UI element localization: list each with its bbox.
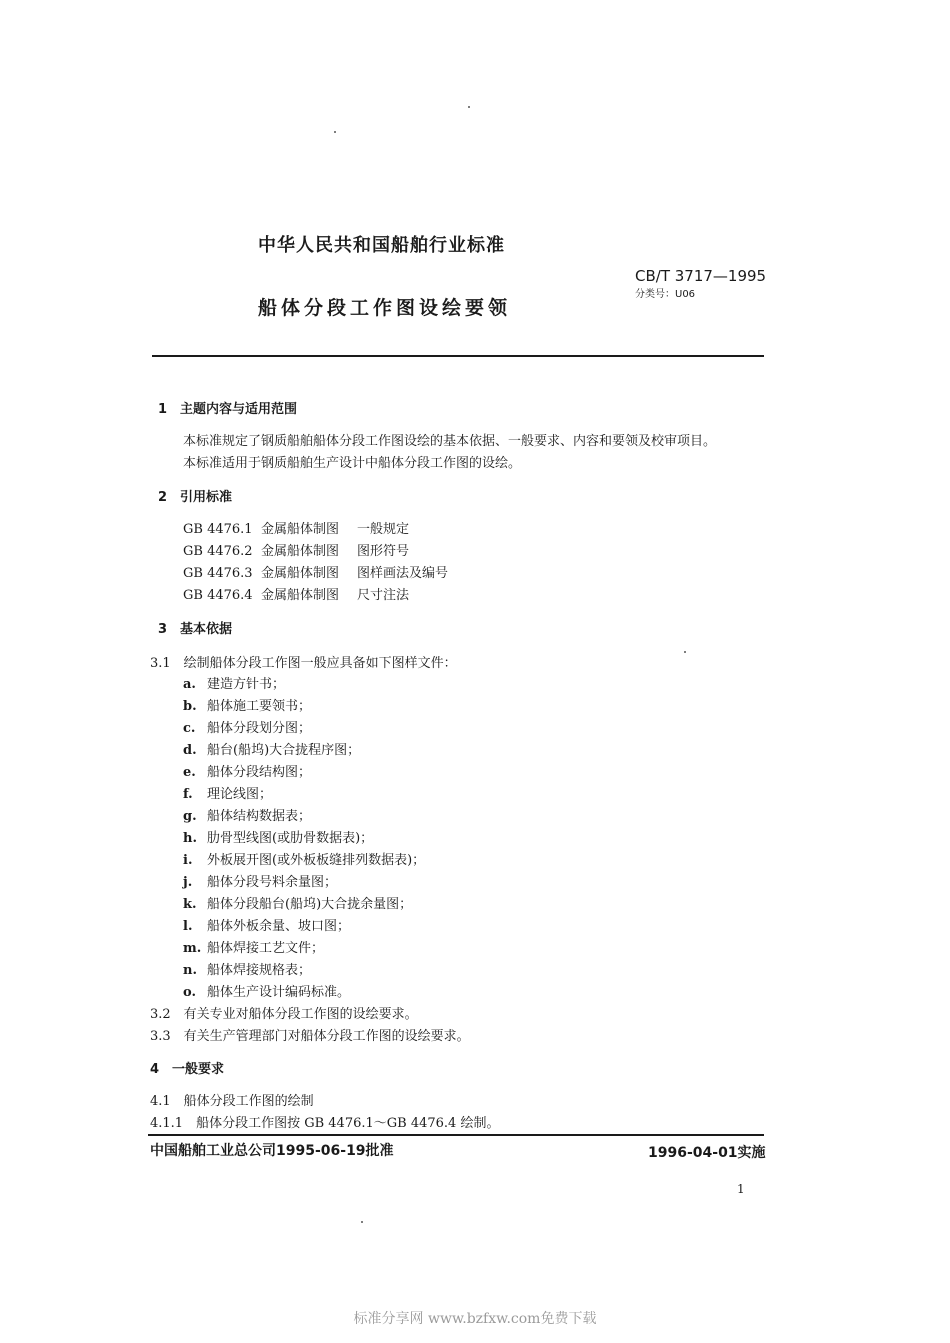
list-item — [183, 893, 412, 912]
list-item-text: 船体生产设计编码标准。 — [207, 985, 351, 1000]
clause-4-1: 4.1 船体分段工作图的绘制 — [150, 1094, 314, 1109]
list-item-text: 船体分段船台(船坞)大合拢余量图； — [207, 897, 413, 912]
reference-code: GB 4476.2 — [183, 544, 253, 559]
list-item — [183, 981, 350, 1000]
list-item-label: l. — [183, 919, 193, 934]
reference-code: GB 4476.4 — [183, 588, 253, 603]
list-item-label: h. — [183, 831, 197, 846]
reference-topic: 一般规定 — [357, 522, 410, 537]
section-1-heading: 1 主题内容与适用范围 — [158, 402, 298, 417]
clause-3-3: 3.3 有关生产管理部门对船体分段工作图的设绘要求。 — [150, 1029, 470, 1044]
clause-4-1-1: 4.1.1 船体分段工作图按 GB 4476.1～GB 4476.4 绘制。 — [150, 1116, 500, 1131]
reference-row — [183, 540, 409, 559]
list-item — [183, 871, 337, 890]
list-item-label: k. — [183, 897, 197, 912]
reference-topic: 尺寸注法 — [357, 588, 410, 603]
section-1-paragraph-2: 本标准适用于钢质船舶生产设计中船体分段工作图的设绘。 — [183, 456, 522, 471]
list-item-text: 肋骨型线图(或肋骨数据表)； — [207, 831, 374, 846]
clause-3-1: 3.1 绘制船体分段工作图一般应具备如下图样文件： — [150, 656, 457, 671]
list-item-label: n. — [183, 963, 197, 978]
list-item — [183, 849, 425, 868]
reference-code: GB 4476.1 — [183, 522, 253, 537]
reference-row — [183, 518, 409, 537]
list-item — [183, 739, 360, 758]
list-item-label: c. — [183, 721, 196, 736]
list-item-text: 船体焊接规格表； — [207, 963, 312, 978]
document-title: 船体分段工作图设绘要领 — [258, 297, 512, 319]
footer-divider — [148, 1134, 764, 1136]
list-item-label: d. — [183, 743, 197, 758]
clause-3-2: 3.2 有关专业对船体分段工作图的设绘要求。 — [150, 1007, 418, 1022]
list-item-label: o. — [183, 985, 196, 1000]
list-item-label: i. — [183, 853, 193, 868]
reference-row — [183, 562, 448, 581]
list-item-label: b. — [183, 699, 197, 714]
reference-topic: 图形符号 — [357, 544, 410, 559]
classification-number: 分类号：U06 — [635, 289, 696, 300]
section-1-paragraph-1: 本标准规定了钢质船舶船体分段工作图设绘的基本依据、一般要求、内容和要领及校审项目。 — [183, 434, 717, 449]
list-item-text: 理论线图； — [207, 787, 273, 802]
reference-name: 金属船体制图 — [261, 522, 340, 537]
list-item-label: g. — [183, 809, 197, 824]
list-item — [183, 695, 311, 714]
reference-name: 金属船体制图 — [261, 566, 340, 581]
list-item — [183, 805, 311, 824]
list-item-text: 船体分段结构图； — [207, 765, 312, 780]
list-item-text: 船体结构数据表； — [207, 809, 312, 824]
list-item-text: 船台(船坞)大合拢程序图； — [207, 743, 361, 758]
standard-code: CB/T 3717—1995 — [635, 267, 767, 285]
list-item-text: 外板展开图(或外板板缝排列数据表)； — [207, 853, 426, 868]
scan-speck — [361, 1221, 363, 1223]
scan-speck — [684, 651, 686, 653]
watermark-text: 标准分享网 www.bzfxw.com免费下载 — [353, 1311, 597, 1327]
list-item-label: a. — [183, 677, 196, 692]
list-item — [183, 717, 311, 736]
list-item-label: m. — [183, 941, 202, 956]
section-3-heading: 3 基本依据 — [158, 622, 233, 637]
list-item — [183, 761, 311, 780]
list-item-text: 船体外板余量、坡口图； — [207, 919, 351, 934]
reference-topic: 图样画法及编号 — [357, 566, 449, 581]
section-4-heading: 4 一般要求 — [150, 1062, 225, 1077]
list-item — [183, 827, 373, 846]
reference-row — [183, 584, 409, 603]
list-item-label: e. — [183, 765, 196, 780]
list-item-label: f. — [183, 787, 193, 802]
list-item — [183, 937, 324, 956]
list-item-text: 建造方针书； — [207, 677, 286, 692]
list-item-text: 船体分段划分图； — [207, 721, 312, 736]
list-item — [183, 915, 350, 934]
list-item — [183, 959, 311, 978]
list-item-label: j. — [183, 875, 193, 890]
reference-code: GB 4476.3 — [183, 566, 253, 581]
standard-organization-title: 中华人民共和国船舶行业标准 — [258, 235, 505, 256]
effective-date: 1996-04-01实施 — [648, 1145, 766, 1161]
scan-speck — [468, 106, 470, 108]
list-item — [183, 783, 272, 802]
list-item-text: 船体焊接工艺文件； — [207, 941, 325, 956]
reference-name: 金属船体制图 — [261, 588, 340, 603]
section-2-heading: 2 引用标准 — [158, 490, 233, 505]
reference-name: 金属船体制图 — [261, 544, 340, 559]
list-item — [183, 673, 285, 692]
scan-speck — [334, 131, 336, 133]
page-number: 1 — [737, 1182, 745, 1196]
list-item-text: 船体施工要领书； — [207, 699, 312, 714]
header-divider — [152, 355, 764, 357]
list-item-text: 船体分段号料余量图； — [207, 875, 338, 890]
approval-line: 中国船舶工业总公司1995-06-19批准 — [150, 1143, 394, 1159]
